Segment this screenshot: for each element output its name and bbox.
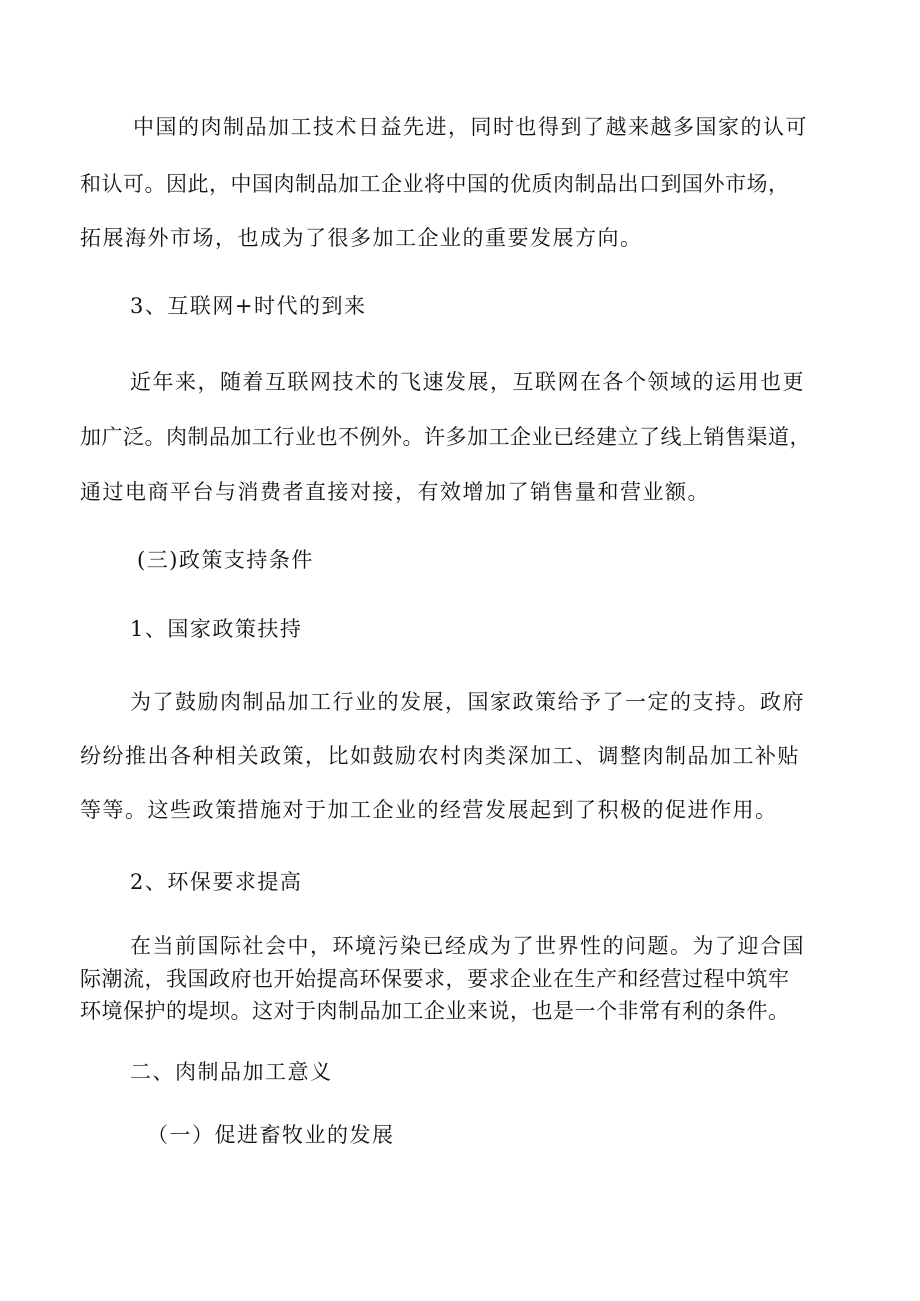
paragraph-line: 等等。这些政策措施对于加工企业的经营发展起到了积极的促进作用。 bbox=[80, 798, 778, 822]
section-heading: 3、互联网+时代的到来 bbox=[130, 294, 367, 318]
section-heading: 二、肉制品加工意义 bbox=[130, 1060, 333, 1084]
paragraph-line: 中国的肉制品加工技术日益先进，同时也得到了越来越多国家的认可 bbox=[133, 115, 808, 139]
paragraph-line: 纷纷推出各种相关政策，比如鼓励农村肉类深加工、调整肉制品加工补贴 bbox=[80, 744, 800, 768]
paragraph-line: 加广泛。肉制品加工行业也不例外。许多加工企业已经建立了线上销售渠道， bbox=[80, 425, 811, 449]
paragraph-line: 际潮流，我国政府也开始提高环保要求，要求企业在生产和经营过程中筑牢 bbox=[80, 967, 790, 991]
section-heading: 1、国家政策扶持 bbox=[130, 617, 303, 641]
paragraph-line: 在当前国际社会中，环境污染已经成为了世界性的问题。为了迎合国 bbox=[130, 934, 805, 958]
section-heading: 2、环保要求提高 bbox=[130, 870, 303, 894]
paragraph-line: 和认可。因此，中国肉制品加工企业将中国的优质肉制品出口到国外市场， bbox=[80, 172, 790, 196]
paragraph-line: 通过电商平台与消费者直接对接，有效增加了销售量和营业额。 bbox=[80, 480, 710, 504]
paragraph-line: 环境保护的堤坝。这对于肉制品加工企业来说，也是一个非常有利的条件。 bbox=[80, 999, 790, 1023]
section-heading: （一）促进畜牧业的发展 bbox=[147, 1123, 395, 1147]
paragraph-line: 拓展海外市场，也成为了很多加工企业的重要发展方向。 bbox=[80, 226, 643, 250]
paragraph-line: 近年来，随着互联网技术的飞速发展，互联网在各个领域的运用也更 bbox=[130, 370, 805, 394]
section-heading: (三)政策支持条件 bbox=[137, 548, 314, 572]
paragraph-line: 为了鼓励肉制品加工行业的发展，国家政策给予了一定的支持。政府 bbox=[130, 690, 805, 714]
